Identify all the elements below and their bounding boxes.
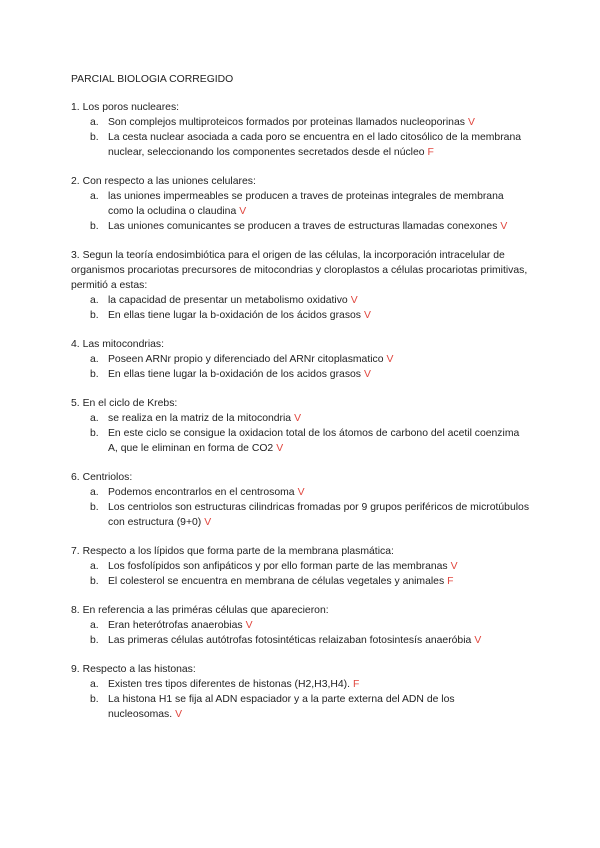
true-mark: V: [297, 487, 305, 498]
true-mark: V: [175, 709, 183, 720]
option-letter: a.: [90, 413, 99, 424]
question-prompt: [71, 337, 531, 352]
answer-option: [71, 115, 531, 130]
question-item: [71, 544, 531, 589]
answer-option: [71, 692, 531, 722]
answer-option: [71, 618, 531, 633]
question-text: Segun la teoría endosimbiótica para el origen de las células, la incorporación intracelular de organismos procariotas precursores de mitocondrias y cloroplastos a células procariotas primitivas, permitió a estas:: [71, 250, 528, 291]
question-prompt: [71, 100, 531, 115]
option-list: [71, 677, 531, 722]
question-item: [71, 174, 531, 234]
option-text: Las primeras células autótrofas fotosintéticas relaizaban fotosintesís anaeróbia: [108, 635, 472, 646]
option-list: [71, 293, 531, 323]
true-mark: V: [364, 310, 371, 321]
answer-option: [71, 411, 531, 426]
true-mark: V: [245, 620, 253, 631]
question-list: [71, 100, 531, 736]
false-mark: F: [447, 576, 454, 587]
true-mark: V: [474, 635, 482, 646]
option-list: [71, 618, 531, 648]
question-number: 1.: [71, 102, 80, 113]
true-mark: V: [204, 517, 212, 528]
question-item: [71, 470, 531, 530]
option-text: Poseen ARNr propio y diferenciado del ARNr citoplasmatico: [108, 354, 384, 365]
question-number: 2.: [71, 176, 80, 187]
answer-option: [71, 426, 531, 456]
question-item: [71, 248, 531, 323]
answer-option: [71, 559, 531, 574]
option-text: las uniones impermeables se producen a traves de proteinas integrales de membrana como la ocludina o claudina: [108, 191, 504, 217]
answer-option: [71, 352, 531, 367]
option-list: [71, 189, 531, 234]
option-letter: b.: [90, 132, 99, 143]
option-letter: a.: [90, 354, 99, 365]
option-letter: a.: [90, 487, 99, 498]
true-mark: V: [350, 295, 358, 306]
document-title: PARCIAL BIOLOGIA CORREGIDO: [71, 74, 234, 85]
answer-option: [71, 574, 531, 589]
option-list: [71, 559, 531, 589]
question-text: En el ciclo de Krebs:: [82, 398, 178, 409]
option-text: Eran heterótrofas anaerobias: [108, 620, 243, 631]
question-text: Las mitocondrias:: [82, 339, 164, 350]
answer-option: [71, 189, 531, 219]
option-letter: b.: [90, 694, 99, 705]
true-mark: V: [239, 206, 247, 217]
question-item: [71, 603, 531, 648]
option-text: Podemos encontrarlos en el centrosoma: [108, 487, 295, 498]
option-text: se realiza en la matriz de la mitocondria: [108, 413, 292, 424]
question-prompt: [71, 544, 531, 559]
option-text: Son complejos multiproteicos formados por proteinas llamados nucleoporinas: [108, 117, 465, 128]
option-letter: a.: [90, 191, 99, 202]
answer-option: [71, 130, 531, 160]
question-prompt: [71, 603, 531, 618]
true-mark: V: [386, 354, 394, 365]
answer-option: [71, 367, 531, 382]
option-text: Los centriolos son estructuras cilindricas fromadas por 9 grupos periféricos de microtúbulos con estructura (9+0): [108, 502, 530, 528]
question-text: En referencia a las priméras células que aparecieron:: [82, 605, 329, 616]
question-text: Centriolos:: [82, 472, 133, 483]
option-text: El colesterol se encuentra en membrana de células vegetales y animales: [108, 576, 445, 587]
answer-option: [71, 633, 531, 648]
answer-option: [71, 485, 531, 500]
true-mark: V: [467, 117, 475, 128]
option-text: En ellas tiene lugar la b-oxidación de los ácidos grasos: [108, 310, 361, 321]
question-number: 7.: [71, 546, 80, 557]
question-prompt: [71, 248, 531, 293]
option-text: La histona H1 se fija al ADN espaciador y a la parte externa del ADN de los nucleosomas.: [108, 694, 455, 720]
option-list: [71, 485, 531, 530]
option-list: [71, 115, 531, 160]
question-number: 6.: [71, 472, 80, 483]
option-letter: b.: [90, 428, 99, 439]
question-prompt: [71, 174, 531, 189]
option-text: La cesta nuclear asociada a cada poro se encuentra en el lado citosólico de la membrana nuclear, seleccionando los componentes secretados desde el núcleo: [108, 132, 521, 158]
question-item: [71, 662, 531, 722]
option-list: [71, 352, 531, 382]
option-letter: a.: [90, 620, 99, 631]
question-number: 3.: [71, 250, 80, 261]
option-text: la capacidad de presentar un metabolismo oxidativo: [108, 295, 348, 306]
option-letter: a.: [90, 561, 99, 572]
answer-option: [71, 500, 531, 530]
question-item: [71, 337, 531, 382]
option-list: [71, 411, 531, 456]
option-text: Existen tres tipos diferentes de histonas (H2,H3,H4).: [108, 679, 350, 690]
question-text: Los poros nucleares:: [82, 102, 180, 113]
true-mark: V: [294, 413, 302, 424]
option-letter: a.: [90, 679, 99, 690]
question-number: 5.: [71, 398, 80, 409]
question-item: [71, 100, 531, 160]
option-letter: b.: [90, 635, 99, 646]
option-letter: b.: [90, 221, 99, 232]
question-prompt: [71, 396, 531, 411]
true-mark: V: [276, 443, 284, 454]
false-mark: F: [427, 147, 434, 158]
option-letter: b.: [90, 502, 99, 513]
option-letter: a.: [90, 295, 99, 306]
question-prompt: [71, 662, 531, 677]
false-mark: F: [352, 679, 360, 690]
option-text: Los fosfolípidos son anfipáticos y por ello forman parte de las membranas: [108, 561, 448, 572]
question-text: Con respecto a las uniones celulares:: [82, 176, 256, 187]
answer-option: [71, 308, 531, 323]
answer-option: [71, 293, 531, 308]
question-text: Respecto a los lípidos que forma parte de la membrana plasmática:: [82, 546, 394, 557]
true-mark: V: [450, 561, 458, 572]
question-number: 4.: [71, 339, 80, 350]
option-letter: b.: [90, 369, 99, 380]
question-number: 9.: [71, 664, 80, 675]
answer-option: [71, 677, 531, 692]
answer-option: [71, 219, 531, 234]
true-mark: V: [500, 221, 508, 232]
option-letter: b.: [90, 576, 99, 587]
option-text: Las uniones comunicantes se producen a traves de estructuras llamadas conexones: [108, 221, 498, 232]
question-number: 8.: [71, 605, 80, 616]
option-letter: a.: [90, 117, 99, 128]
option-text: En ellas tiene lugar la b-oxidación de los acidos grasos: [108, 369, 361, 380]
question-item: [71, 396, 531, 456]
true-mark: V: [364, 369, 371, 380]
question-text: Respecto a las histonas:: [82, 664, 196, 675]
option-letter: b.: [90, 310, 99, 321]
option-text: En este ciclo se consigue la oxidacion total de los átomos de carbono del acetil coenzima A, que le eliminan en forma de CO2: [108, 428, 520, 454]
question-prompt: [71, 470, 531, 485]
